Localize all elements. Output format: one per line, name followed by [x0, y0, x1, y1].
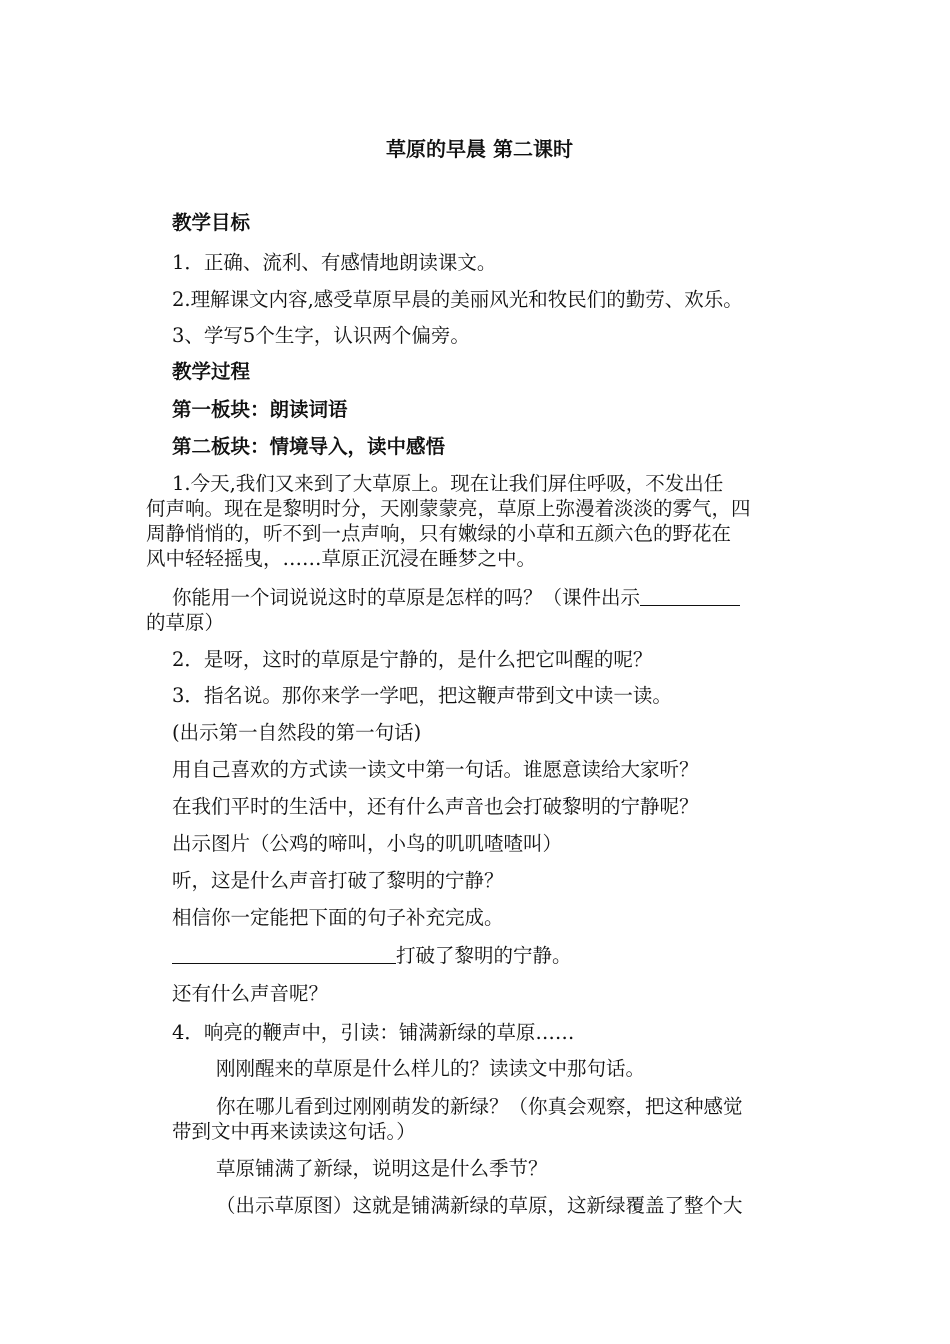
- goal-item-2: 2.理解课文内容,感受草原早晨的美丽风光和牧民们的勤劳、欢乐。: [172, 288, 743, 311]
- question-text: 你能用一个词说说这时的草原是怎样的吗？（课件出示: [172, 586, 641, 609]
- paragraph-line: 周静悄悄的，听不到一点声响，只有嫩绿的小草和五颜六色的野花在: [146, 522, 732, 545]
- step-4-text: 带到文中再来读读这句话。）: [172, 1120, 416, 1143]
- goal-item-3: 3、学写5个生字，认识两个偏旁。: [172, 324, 470, 347]
- paragraph-line: 何声响。现在是黎明时分，天刚蒙蒙亮，草原上弥漫着淡淡的雾气，四: [146, 497, 751, 520]
- step-4-text: 刚刚醒来的草原是什么样儿的？读读文中那句话。: [216, 1057, 646, 1080]
- step-3-text: 在我们平时的生活中，还有什么声音也会打破黎明的宁静呢？: [172, 795, 699, 818]
- goal-item-1: 1．正确、流利、有感情地朗读课文。: [172, 251, 497, 274]
- fill-blank: [172, 945, 396, 964]
- question-line: [172, 586, 740, 610]
- block-heading-1: 第一板块：朗读词语: [172, 398, 348, 421]
- step-4: 4．响亮的鞭声中，引读：铺满新绿的草原……: [172, 1021, 575, 1044]
- step-3-text: 用自己喜欢的方式读一读文中第一句话。谁愿意读给大家听？: [172, 758, 699, 781]
- fill-blank: [640, 587, 740, 606]
- step-4-text: 草原铺满了新绿，说明这是什么季节？: [216, 1157, 548, 1180]
- step-4-text: 你在哪儿看到过刚刚萌发的新绿？（你真会观察，把这种感觉: [216, 1095, 743, 1118]
- sentence-text: 打破了黎明的宁静。: [396, 944, 572, 967]
- heading-teaching-goals: 教学目标: [172, 211, 251, 234]
- step-3-text: 相信你一定能把下面的句子补充完成。: [172, 906, 504, 929]
- step-4-text: （出示草原图）这就是铺满新绿的草原，这新绿覆盖了整个大: [216, 1194, 743, 1217]
- page-title: 草原的早晨 第二课时: [386, 137, 573, 161]
- sentence-completion: [172, 944, 572, 968]
- step-2: 2．是呀，这时的草原是宁静的，是什么把它叫醒的呢？: [172, 648, 653, 671]
- paragraph-line: 1.今天,我们又来到了大草原上。现在让我们屏住呼吸，不发出任: [172, 472, 724, 495]
- step-3-text: 出示图片（公鸡的啼叫，小鸟的叽叽喳喳叫）: [172, 832, 563, 855]
- step-3: 3．指名说。那你来学一学吧，把这鞭声带到文中读一读。: [172, 684, 672, 707]
- step-3-text: 还有什么声音呢？: [172, 982, 329, 1005]
- step-3-note: (出示第一自然段的第一句话): [172, 721, 422, 744]
- block-heading-2: 第二板块：情境导入，读中感悟: [172, 435, 446, 458]
- heading-teaching-process: 教学过程: [172, 360, 251, 383]
- step-3-text: 听，这是什么声音打破了黎明的宁静？: [172, 869, 504, 892]
- paragraph-line: 风中轻轻摇曳，……草原正沉浸在睡梦之中。: [146, 547, 537, 570]
- question-line: 的草原）: [146, 611, 225, 634]
